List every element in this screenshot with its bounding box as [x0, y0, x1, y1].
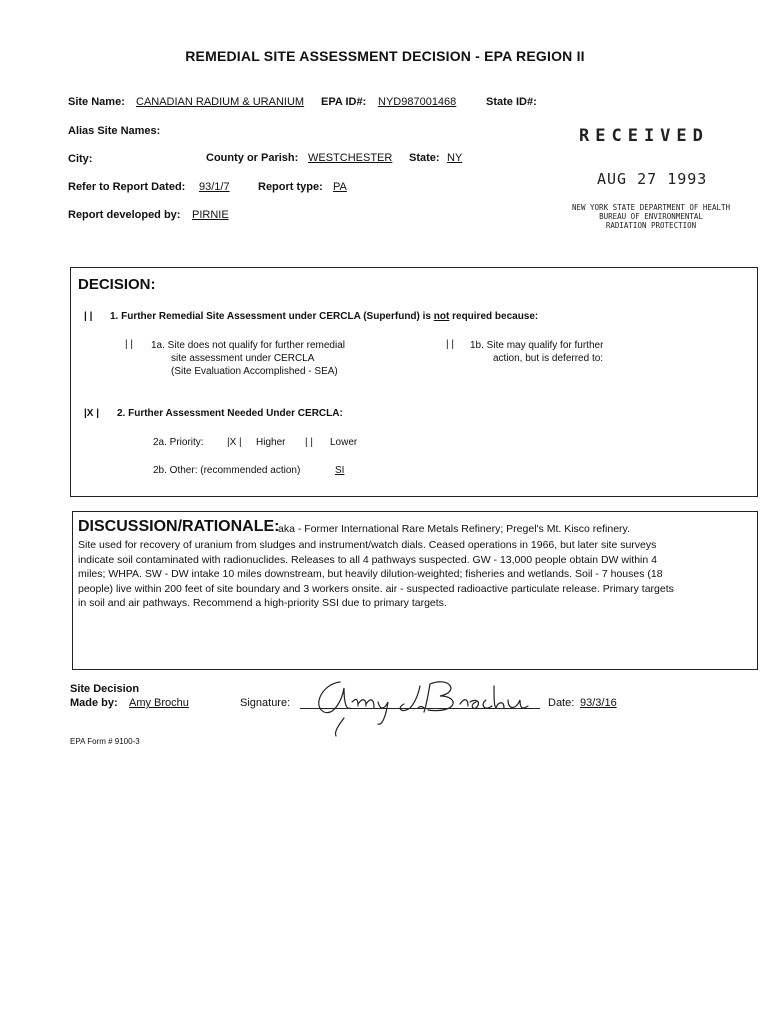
site-name-value: CANADIAN RADIUM & URANIUM	[136, 96, 305, 108]
option-1-not: not	[433, 311, 450, 322]
made-by-value: Amy Brochu	[129, 697, 189, 709]
refer-date: 93/1/7	[199, 181, 230, 193]
option-2-label: 2. Further Assessment Needed Under CERCLA:	[117, 408, 343, 419]
priority-lower-checkbox[interactable]: | |	[305, 437, 313, 448]
option-1a-line-3: (Site Evaluation Accomplished - SEA)	[171, 366, 338, 377]
county-label: County or Parish:	[206, 152, 299, 164]
priority-higher-label: Higher	[256, 437, 286, 448]
option-1a-text	[151, 339, 345, 378]
refer-label: Refer to Report Dated:	[68, 181, 186, 193]
state-id-label: State ID#:	[486, 96, 537, 108]
state-value: NY	[447, 152, 463, 164]
handwritten-signature	[300, 662, 540, 742]
priority-lower-label: Lower	[330, 437, 358, 448]
stamp-line-1: NEW YORK STATE DEPARTMENT OF HEALTH	[571, 203, 731, 212]
discussion-heading: DISCUSSION/RATIONALE:	[78, 518, 280, 535]
discussion-line: people) live within 200 feet of site boundary and 3 workers onsite. air - suspected radioactive particulate release. Primary targets	[78, 582, 674, 595]
discussion-line: Site used for recovery of uranium from sludges and instrument/watch dials. Ceased operations in 1966, but later site surveys	[78, 539, 657, 551]
stamp-line-3: RADIATION PROTECTION	[605, 221, 697, 230]
discussion-line: in soil and air pathways. Recommend a high-priority SSI due to primary targets.	[78, 597, 447, 609]
option-1a-line-2: site assessment under CERCLA	[171, 353, 315, 364]
discussion-line: indicate soil contaminated with radionuclides. Releases to all 4 pathways suspected. GW - 13,000 people obtain DW within 4	[78, 553, 657, 566]
stamp-agency	[556, 203, 746, 230]
stamp-date: AUG 27 1993	[597, 170, 708, 188]
option-1-text: 1. Further Remedial Site Assessment under CERCLA (Superfund) is	[110, 311, 431, 322]
form-number: EPA Form # 9100-3	[70, 737, 140, 746]
discussion-body	[78, 538, 750, 611]
decision-box	[70, 267, 758, 497]
option-1-checkbox[interactable]: | |	[84, 311, 93, 322]
developed-value: PIRNIE	[192, 209, 229, 221]
county-value: WESTCHESTER	[308, 152, 393, 164]
option-1b-line-1: 1b. Site may qualify for further	[470, 340, 604, 351]
epa-id-label: EPA ID#:	[321, 96, 367, 108]
date-value: 93/3/16	[580, 697, 617, 709]
made-by-label: Made by:	[70, 697, 118, 709]
signature-image	[300, 662, 540, 742]
report-type-label: Report type:	[258, 181, 323, 193]
option-1b-text	[470, 339, 603, 365]
option-1b-line-2: action, but is deferred to:	[493, 353, 604, 364]
option-1-end: required because:	[452, 311, 539, 322]
received-stamp: RECEIVED	[579, 126, 709, 146]
page-title: REMEDIAL SITE ASSESSMENT DECISION - EPA REGION II	[185, 48, 585, 64]
priority-label: 2a. Priority:	[153, 437, 204, 448]
site-decision-label: Site Decision	[70, 683, 140, 695]
option-1-label	[110, 311, 538, 322]
priority-higher-checkbox[interactable]: |X |	[227, 437, 242, 448]
option-1a-checkbox[interactable]: | |	[125, 339, 133, 350]
option-1b-checkbox[interactable]: | |	[446, 339, 454, 350]
site-name-label: Site Name:	[68, 96, 125, 108]
state-label: State:	[409, 152, 440, 164]
other-value: SI	[335, 465, 345, 476]
date-label: Date:	[548, 697, 575, 709]
city-label: City:	[68, 153, 93, 165]
report-type-value: PA	[333, 181, 347, 193]
stamp-line-2: BUREAU OF ENVIRONMENTAL	[599, 212, 703, 221]
signature-label: Signature:	[240, 697, 291, 709]
discussion-line: miles; WHPA. SW - DW intake 10 miles downstream, but heavily dilution-weighted; fisheries and wetlands. Soil - 7 houses (18	[78, 568, 663, 580]
option-1a-line-1: 1a. Site does not qualify for further remedial	[151, 340, 345, 351]
epa-id-value: NYD987001468	[378, 96, 457, 108]
developed-label: Report developed by:	[68, 209, 181, 221]
other-label: 2b. Other: (recommended action)	[153, 465, 301, 476]
alias-label: Alias Site Names:	[68, 125, 161, 137]
decision-heading: DECISION:	[78, 276, 156, 293]
discussion-aka: aka - Former International Rare Metals Refinery; Pregel's Mt. Kisco refinery.	[278, 523, 630, 535]
option-2-checkbox[interactable]: |X |	[84, 408, 100, 419]
